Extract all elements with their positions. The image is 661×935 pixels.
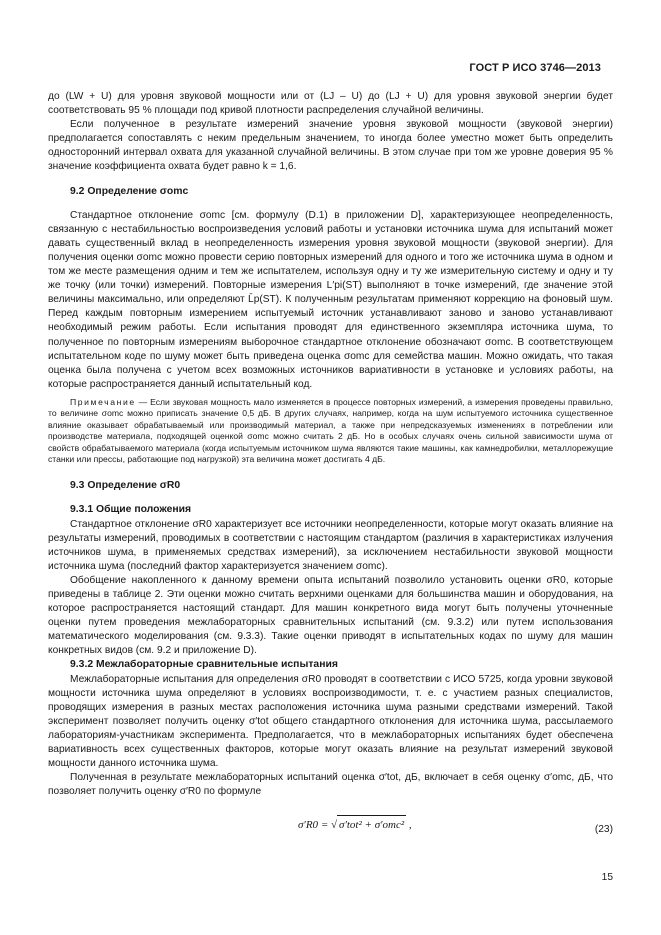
formula-equals: = <box>320 819 329 832</box>
formula-number: (23) <box>594 824 613 836</box>
section-heading-9-3-2: 9.3.2 Межлабораторные сравнительные испытания <box>70 659 338 671</box>
page-number: 15 <box>601 872 613 883</box>
formula-23 <box>48 811 613 845</box>
section-heading-9-3: 9.3 Определение σR0 <box>70 480 181 492</box>
standard-header: ГОСТ Р ИСО 3746—2013 <box>469 62 601 74</box>
section-heading-9-2: 9.2 Определение σomc <box>70 185 189 197</box>
section-heading-9-3-1: 9.3.1 Общие положения <box>70 504 192 516</box>
note-label: Примечание <box>70 396 136 407</box>
paragraph-one-sided-interval: Если полученное в результате измерений значение уровня звуковой мощности (звуковой энергии) предполагается сопоставлять с неким предельным значением, то иногда более уместно может быть определить односторонний интервал охвата для указанной случайной величины. В этом случае при том же уровне доверия 95 % значение коэффициента охвата будет равно k = 1,6. <box>48 119 613 173</box>
formula-tail: , <box>408 819 412 832</box>
formula-expression <box>298 815 412 832</box>
paragraph-sigma-r0: Стандартное отклонение σR0 характеризует все источники неопределенности, которые могут оказать влияние на результаты измерений, проводимых в соответствии с настоящим стандартом (различия в характеристиках излучения источников шума, в применяемых средствах измерений), за исключением нестабильности звуковой мощности источника шума (последний фактор характеризуется значением σomc). <box>48 518 613 572</box>
paragraph-interlab: Межлабораторные испытания для определения σR0 проводят в соответствии с ИСО 5725, когда уровни звуковой мощности источника шума определяют в условиях воспроизводимости, т. е. с участием разных специалистов, проводящих измерения в разных местах расположения источника шума разными средствами измерений. Такой эксперимент позволяет получить оценку σ′tot общего стандартного отклонения для источника шума, рассылаемого лабораториям-участникам эксперимента. Предполагается, что в межлабораторных испытаниях будет обеспечена вариативность всех существенных факторов, которые могут оказать влияние на результат измерений звуковой мощности данного источника шума. <box>48 673 613 770</box>
page-content <box>48 90 613 845</box>
note-text: — Если звуковая мощность мало изменяется в процессе повторных измерений, а измерения проведены правильно, то величине σomc можно приписать значение 0,5 дБ. В других случаях, например, когда на шум испытуемого источника существенное влияние оказывает обрабатываемый или производимый материал, а также при непредсказуемых изменениях в потреблении или производстве материала, подходящей оценкой σomc можно считать 2 дБ. Но в особых случаях очень сильной зависимости шума от свойств обрабатываемого материала (когда испытуемым источником шума являются такие машины, как камнедробилки, металлорежущие станки или прессы, работающие под нагрузкой) эта величина может достигать 4 дБ. <box>48 396 613 464</box>
paragraph-estimate: Полученная в результате межлабораторных испытаний оценка σ′tot, дБ, включает в себя оценку σ′omc, дБ, что позволяет получить оценку σ′R0 по формуле <box>48 772 613 798</box>
formula-lhs: σ′R0 <box>298 819 319 832</box>
paragraph-experience: Обобщение накопленного к данному времени опыта испытаний позволило установить оценки σR0, которые приведены в таблице 2. Эти оценки можно считать верхними оценками для большинства машин и оборудования, на которое распространяется настоящий стандарт. Для машин конкретного вида могут быть получены уточненные оценки путем проведения межлабораторных сравнительных испытаний (см. 9.3.2) или путем использования математического моделирования (см. 9.3.3). Такие оценки приводят в испытательных кодах по шуму для машин конкретных видов (см. 9.2 и приложение D). <box>48 574 613 657</box>
sqrt-sign: √ <box>331 819 338 832</box>
formula-radicand: σ′tot² + σ′omc² <box>337 815 406 832</box>
paragraph-coverage-interval: до (LW + U) для уровня звуковой мощности или от (LJ – U) до (LJ + U) для уровня звуковой энергии будет соответствовать 95 % площади под кривой плотности распределения случайной величины. <box>48 91 613 117</box>
note-block <box>48 397 613 465</box>
paragraph-sigma-omc: Стандартное отклонение σomc [см. формулу (D.1) в приложении D], характеризующее неопределенность, связанную с нестабильностью воспроизведения условий работы и установки источника шума для испытаний может давать существенный вклад в неопределенность измерения уровня звуковой мощности (звуковой энергии). Для получения оценки σomc можно провести серию повторных измерений для одного и того же источника шума в одном и том же месте размещения одним и тем же испытателем, используя одну и ту же измерительную систему и одну и ту же точку (или точки) измерений. Повторные измерения L′pi(ST) выполняют в точке измерений, где значение этой величины максимально, или определяют L̄p(ST). К полученным результатам применяют коррекцию на фоновый шум. Перед каждым повторным измерением испытуемый источник устанавливают заново и заново устанавливают необходимый режим работы. Если испытания проводят для единственного экземпляра источника шума, то полученное по повторным измерениям выборочное стандартное отклонение обозначают σomc. В соответствующем испытательном коде по шуму может быть приведена оценка σomc для семейства машин. Можно ожидать, что такая оценка была получена с учетом всех возможных источников вариативности в установке и условиях работы, на которые распространяется данный испытательный код. <box>48 209 613 390</box>
